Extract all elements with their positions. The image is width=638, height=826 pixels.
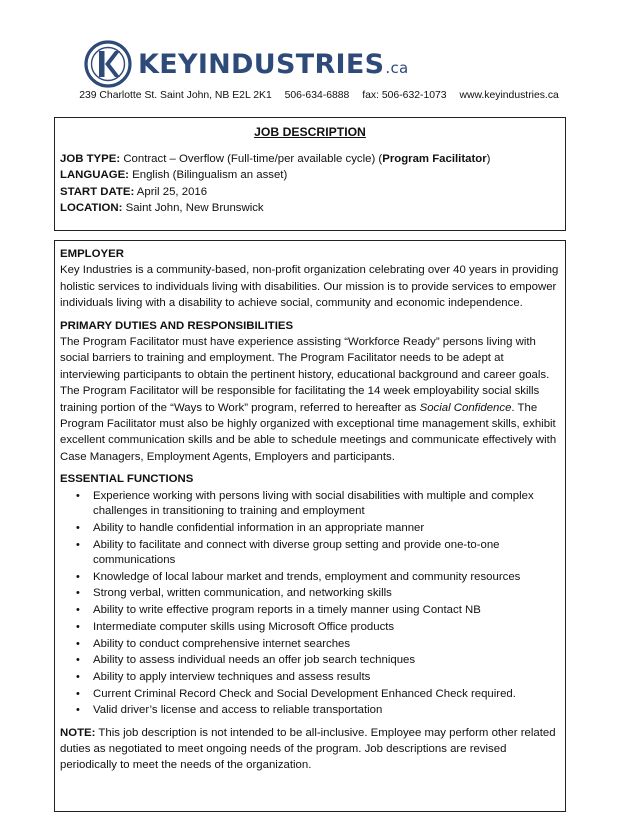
- note-body: This job description is not intended to be all-inclusive. Employee may perform other related duties as negotiated to meet ongoing needs of the program. Job descriptions are revised periodically to meet the needs of the organization.: [60, 726, 556, 772]
- duties-title: PRIMARY DUTIES AND RESPONSIBILITIES: [60, 319, 294, 332]
- language-label: LANGUAGE:: [60, 169, 129, 182]
- address-fax: fax: 506-632-1073: [362, 90, 447, 101]
- job-description-heading: JOB DESCRIPTION: [254, 125, 366, 139]
- job-summary-box: [54, 117, 566, 231]
- list-item: • Ability to handle confidential information in an appropriate manner: [60, 521, 560, 536]
- list-item: • Strong verbal, written communication, and networking skills: [60, 586, 560, 601]
- language-value: English (Bilingualism an asset): [132, 169, 288, 182]
- job-type-role: Program Facilitator: [382, 153, 487, 165]
- start-date-label: START DATE:: [60, 185, 135, 198]
- language-line: [60, 167, 560, 183]
- job-type-close: ): [486, 153, 491, 165]
- duties-text-before: The Program Facilitator must have experience assisting “Workforce Ready” persons living with social barriers to training and employment. The Program Facilitator needs to be adept at interviewing participants to obtain the pertinent history, educational background and career goals. The Program Facilitator will be responsible for facilitating the 14 week employability social skills training portion of the “Ways to Work” program, referred to hereafter as: [60, 336, 550, 414]
- start-date-line: [60, 184, 560, 200]
- location-value: Saint John, New Brunswick: [125, 202, 264, 215]
- functions-title: ESSENTIAL FUNCTIONS: [60, 473, 194, 486]
- location-line: [60, 200, 560, 216]
- list-item: • Ability to assess individual needs an offer job search techniques: [60, 653, 560, 668]
- note-label: NOTE:: [60, 726, 96, 739]
- logo-name: KEYINDUSTRIES: [138, 48, 385, 80]
- employer-title: EMPLOYER: [60, 248, 124, 260]
- job-type-line: [60, 151, 560, 167]
- location-label: LOCATION:: [60, 202, 123, 215]
- list-item: • Knowledge of local labour market and trends, employment and community resources: [60, 570, 560, 585]
- list-item: • Current Criminal Record Check and Social Development Enhanced Check required.: [60, 687, 560, 702]
- address-phone: 506-634-6888: [284, 90, 350, 101]
- key-industries-logo-icon: [84, 40, 132, 88]
- list-item: • Ability to apply interview techniques and assess results: [60, 670, 560, 685]
- functions-list: [60, 489, 560, 718]
- list-item: • Ability to conduct comprehensive internet searches: [60, 637, 560, 652]
- duties-text-after: . The Program Facilitator must also be highly organized with exceptional time management skills, exhibit excellent communication skills and be able to schedule meetings and communicate effectively with Case Managers, Employment Agents, Employers and participants.: [60, 401, 557, 463]
- job-details-box: [54, 240, 566, 812]
- list-item: • Valid driver’s license and access to reliable transportation: [60, 703, 560, 718]
- job-type-value: Contract – Overflow (Full-time/per available cycle) (: [123, 153, 383, 165]
- list-item: • Intermediate computer skills using Microsoft Office products: [60, 620, 560, 635]
- address-line: [0, 90, 638, 101]
- list-item: • Ability to facilitate and connect with diverse group setting and provide one-to-one communications: [60, 538, 560, 568]
- list-item: • Experience working with persons living with social disabilities with multiple and complex challenges in transitioning to training and employment: [60, 489, 560, 519]
- logo-suffix: .ca: [385, 58, 409, 77]
- list-item: • Ability to write effective program reports in a timely manner using Contact NB: [60, 603, 560, 618]
- job-type-label: JOB TYPE:: [60, 153, 121, 165]
- duties-text: [60, 334, 560, 465]
- company-logo: [84, 38, 409, 90]
- note-text: [60, 725, 560, 774]
- logo-wordmark: [138, 49, 409, 80]
- address-street: 239 Charlotte St. Saint John, NB E2L 2K1: [79, 90, 272, 101]
- duties-text-italic: Social Confidence: [419, 401, 512, 414]
- address-web: www.keyindustries.ca: [459, 90, 559, 101]
- start-date-value: April 25, 2016: [136, 185, 208, 198]
- employer-text: Key Industries is a community-based, non-profit organization celebrating over 40 years in providing holistic services to individuals living with disabilities. Our mission is to provide services to empower individuals living with a disability to achieve social, community and economic independence.: [60, 264, 559, 310]
